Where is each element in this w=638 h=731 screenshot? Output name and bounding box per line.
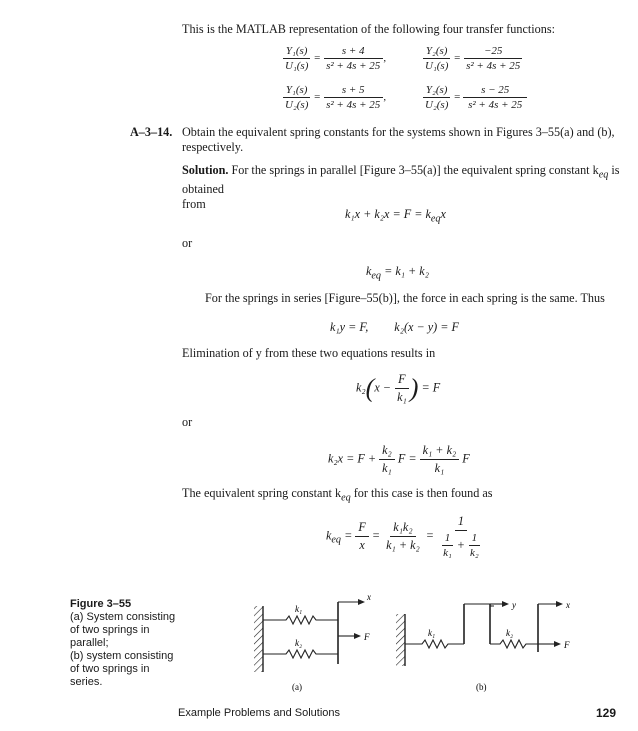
series-text: For the springs in series [Figure–55(b)], the force in each spring is the same. Thus	[205, 291, 605, 305]
spring-k2-a	[263, 650, 338, 658]
transfer-function-y2-u2: $\frac{\text{Y₂(s)}}{\text{U₂(s)}}$ = $\frac{s - 25}{\text{s² + 4s + 25}}$	[422, 84, 527, 111]
equation-parallel-keq: $k_{eq} = k_1 + k_2$	[366, 264, 429, 282]
problem-number: A–3–14.	[130, 125, 173, 139]
label-x-a: x	[367, 592, 371, 602]
intro-text: This is the MATLAB representation of the following four transfer functions:	[182, 22, 555, 36]
figure-a-parallel-springs	[246, 588, 386, 700]
equation-series-keq: $k_{eq}$ = $\frac{F}{x}$ = $\frac{\text{k₁k₂}}{\text{k₁ + k₂}}$ = 1 $\frac{1}{\text{k₁}}$ + $\frac{1}{\text{k₂}}$	[326, 514, 479, 559]
or-text-2: or	[182, 415, 193, 429]
transfer-function-y1-u2: $\frac{\text{Y₁(s)}}{\text{U₂(s)}}$ = $\frac{s + 5}{\text{s² + 4s + 25}}$ ,	[282, 84, 386, 111]
label-k1-a: k₁	[295, 604, 303, 614]
spring-k1-a	[263, 616, 338, 624]
problem-statement: Obtain the equivalent spring constants for the systems shown in Figures 3–55(a) and (b), respectively.	[182, 125, 615, 154]
equation-series-rearranged: k₂x = F + $\frac{\text{k₂}}{\text{k₁}}$ F = $\frac{\text{k₁ + k₂}}{\text{k₁}}$ F	[328, 443, 470, 475]
wall-b	[396, 614, 405, 666]
figure-caption: Figure 3–55 (a) System consisting of two springs in parallel; (b) system consisting of two springs in series.	[70, 598, 176, 688]
label-F-a: F	[364, 632, 370, 642]
label-a: (a)	[292, 682, 302, 692]
transfer-function-y1-u1: $\frac{\text{Y₁(s)}}{\text{U₁(s)}}$ = $\frac{s + 4}{\text{s² + 4s + 25}}$ ,	[282, 45, 386, 72]
transfer-function-y2-u1: $\frac{\text{Y₂(s)}}{\text{U₁(s)}}$ = $\frac{-25}{\text{s² + 4s + 25}}$	[422, 45, 523, 72]
figure-b-series-springs	[388, 588, 584, 700]
equivalent-text: The equivalent spring constant $k_{eq}$ for this case is then found as	[182, 486, 493, 504]
equation-eliminated: k₂(x − $\frac{F}{\text{k₁}}$ ) = F	[356, 372, 441, 404]
label-b: (b)	[476, 682, 487, 692]
label-k1-b: k₁	[428, 628, 436, 638]
elimination-text: Elimination of y from these two equations results in	[182, 346, 436, 360]
wall-a	[254, 606, 263, 672]
label-k2-a: k₂	[295, 638, 303, 648]
footer-section: Example Problems and Solutions	[178, 707, 341, 719]
label-x-b: x	[566, 600, 570, 610]
figure-title: Figure 3–55	[70, 598, 132, 610]
equation-parallel-force: $k_1x + k_2x = F = k_{eq}x$	[345, 207, 446, 225]
spring-k1-b	[405, 640, 464, 648]
label-y-b: y	[512, 600, 516, 610]
label-F-b: F	[564, 640, 570, 650]
page-number: 129	[596, 706, 617, 720]
solution-paragraph: Solution. For the springs in parallel [Figure 3–55(a)] the equivalent spring constant $k_{eq}$ is obtained from	[182, 163, 620, 212]
spring-k2-b	[490, 640, 538, 648]
label-k2-b: k₂	[506, 628, 514, 638]
equation-series-forces: k₁y = F, k₂(x − y) = F	[330, 320, 459, 334]
or-text-1: or	[182, 236, 193, 250]
